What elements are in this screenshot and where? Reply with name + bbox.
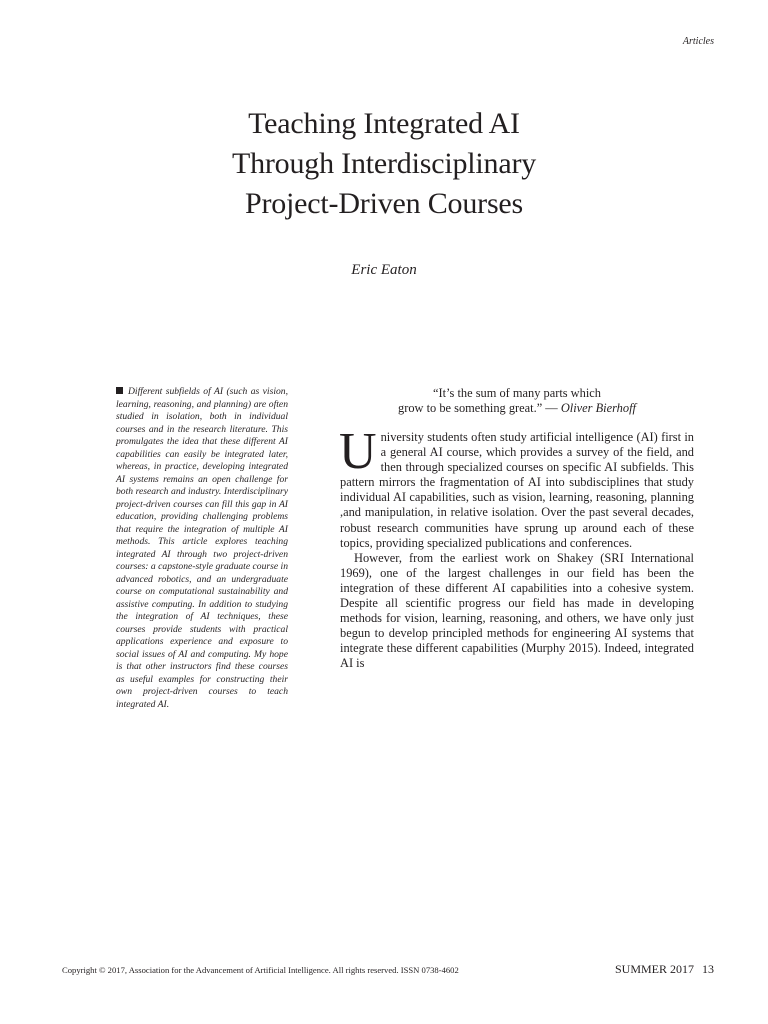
abstract-text: Different subfields of AI (such as vision, learning, reasoning, and planning) are often studied in isolation, both in individual courses and in the research literature. This promulgates the idea that these different AI capabilities can easily be integrated later, whereas, in practice, developing integrated AI systems remains an open challenge for both research and industry. Interdisciplinary project-driven courses can fill this gap in AI education, providing challenging problems that require the integration of multiple AI methods. This article explores teaching integrated AI through two project-driven courses: a capstone-style graduate course in advanced robotics, and an undergraduate course on computational sustainability and assistive computing. In addition to studying the integration of AI techniques, these courses provide students with practical applications experience and exposure to social issues of AI and computing. My hope is that other instructors find these courses as useful examples for constructing their own project-driven courses to teach integrated AI. (116, 386, 288, 710)
title-line: Project-Driven Courses (244, 187, 524, 220)
issue-date: SUMMER 2017 (614, 962, 694, 976)
epigraph-line (340, 401, 694, 416)
epigraph (340, 386, 694, 416)
paragraph-text: niversity students often study artificial intelligence (AI) first in a general AI course, which provides a survey of the field, and then through specialized courses on specific AI subfields. This pattern mirrors the fragmentation of AI into subdisciplines that study individual AI capabilities, such as vision, learning, reasoning, planning ,and manipulation, in relative isolation. Over the past several decades, robust research communities have sprung up around each of these topics, providing specialized publications and conferences. (340, 430, 694, 550)
epigraph-text: grow to be something great.” — (398, 401, 558, 415)
drop-cap: U (339, 423, 377, 480)
body-paragraph: However, from the earliest work on Shakey (SRI International 1969), one of the largest challenges in our field has been the integration of these different AI capabilities into a cohesive system. Despite all scientific progress our field has made in developing methods for vision, learning, reasoning, and others, we have only just begun to develop principled methods for engineering AI systems that integrate these different capabilities (Murphy 2015). Indeed, integrated AI is (340, 550, 694, 671)
author-name: Eric Eaton (351, 262, 417, 278)
abstract (116, 386, 288, 711)
title-line: Through Interdisciplinary (231, 147, 537, 180)
title-line: Teaching Integrated AI (248, 107, 520, 140)
square-bullet-icon (116, 387, 123, 394)
body-paragraph (339, 423, 694, 551)
section-label: Articles (682, 36, 714, 47)
issue-info (615, 962, 714, 977)
copyright-notice: Copyright © 2017, Association for the Advancement of Artificial Intelligence. All rights reserved. ISSN 0738-4602 (62, 965, 459, 975)
page-number: 13 (702, 962, 714, 976)
epigraph-attribution: Oliver Bierhoff (560, 401, 636, 415)
epigraph-line: “It’s the sum of many parts which (433, 386, 601, 400)
article-title (0, 104, 768, 224)
body-text (339, 423, 694, 672)
